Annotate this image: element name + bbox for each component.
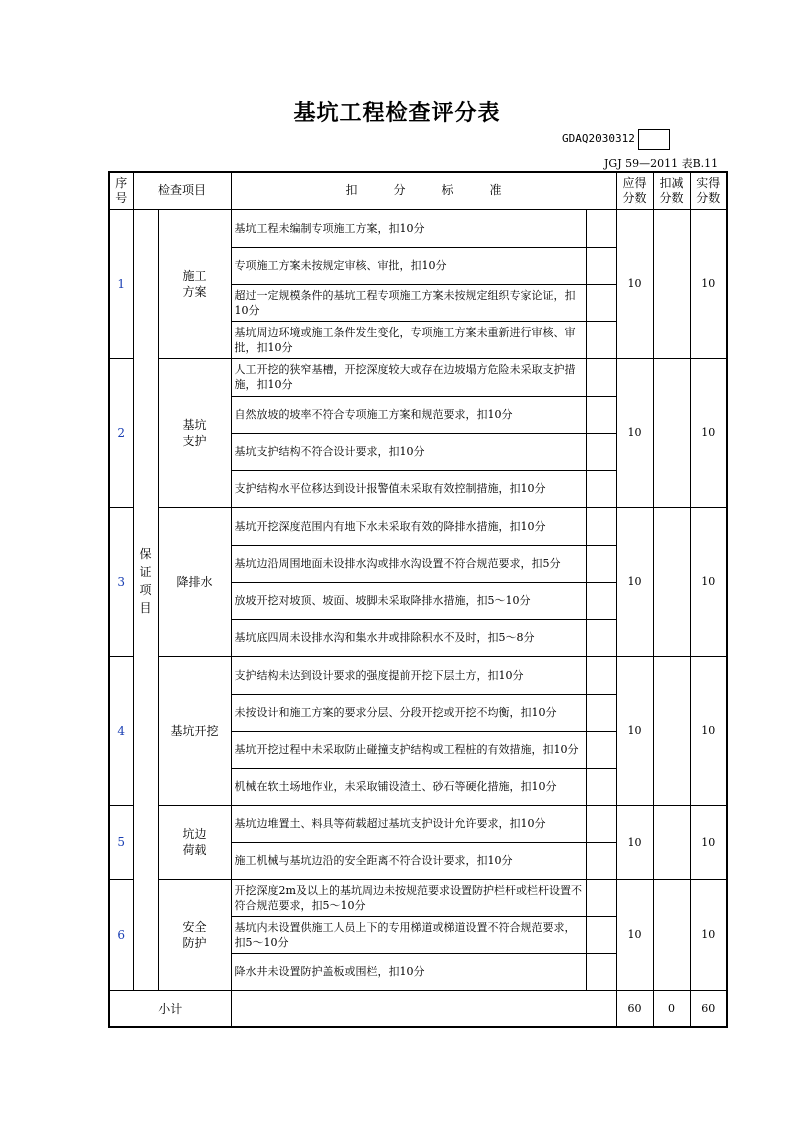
criteria-deduct-blank [586,247,616,284]
header-due-score: 应得 分数 [616,172,653,209]
subtotal-row [109,990,727,1027]
group-label-char: 项 [139,582,152,597]
subtotal-deduct-score: 0 [653,990,690,1027]
item-actual-score: 10 [690,879,727,990]
item-deduct-score [653,879,690,990]
criteria-text: 基坑开挖深度范围内有地下水未采取有效的降排水措施，扣10分 [231,507,586,545]
criteria-text: 专项施工方案未按规定审核、审批，扣10分 [231,247,586,284]
header-row [109,172,727,209]
criteria-text: 基坑底四周未设排水沟和集水井或排除积水不及时，扣5～8分 [231,619,586,656]
criteria-deduct-blank [586,507,616,545]
criteria-deduct-blank [586,619,616,656]
group-label-char: 保 [139,546,152,561]
criteria-text: 基坑内未设置供施工人员上下的专用梯道或梯道设置不符合规范要求，扣5～10分 [231,916,586,953]
criteria-deduct-blank [586,582,616,619]
subtotal-actual-score: 60 [690,990,727,1027]
item-deduct-score [653,209,690,358]
item-name [158,507,231,656]
item-actual-score: 10 [690,507,727,656]
criteria-text: 基坑开挖过程中未采取防止碰撞支护结构或工程桩的有效措施，扣10分 [231,731,586,768]
item-name-line: 荷载 [182,843,207,857]
criteria-text: 未按设计和施工方案的要求分层、分段开挖或开挖不均衡，扣10分 [231,694,586,731]
form-code: GDAQ2030312 [562,132,635,145]
header-seq: 序 号 [109,172,133,209]
item-name-line: 基坑 [182,417,207,432]
item-due-score: 10 [616,656,653,805]
item-actual-score: 10 [690,209,727,358]
criteria-deduct-blank [586,879,616,916]
criteria-deduct-blank [586,805,616,842]
criteria-text: 机械在软土场地作业，未采取铺设渣土、砂石等硬化措施，扣10分 [231,768,586,805]
criteria-deduct-blank [586,842,616,879]
criteria-deduct-blank [586,731,616,768]
item-name-line: 防护 [182,935,207,950]
inspection-score-table [108,171,728,1028]
form-code-box [638,129,670,150]
item-actual-score: 10 [690,805,727,879]
header-deduct-score: 扣减 分数 [653,172,690,209]
item-seq: 3 [109,507,133,656]
item-seq: 2 [109,358,133,507]
item-name-line: 降排水 [176,574,213,589]
item-due-score: 10 [616,358,653,507]
criteria-row [109,656,727,694]
criteria-text: 基坑支护结构不符合设计要求，扣10分 [231,433,586,470]
item-deduct-score [653,656,690,805]
item-due-score: 10 [616,805,653,879]
group-label-char: 目 [139,600,152,615]
criteria-deduct-blank [586,209,616,247]
criteria-deduct-blank [586,916,616,953]
criteria-row [109,805,727,842]
criteria-text: 降水井未设置防护盖板或围栏，扣10分 [231,953,586,990]
subtotal-due-score: 60 [616,990,653,1027]
criteria-deduct-blank [586,321,616,358]
item-due-score: 10 [616,209,653,358]
item-seq: 6 [109,879,133,990]
item-name-line: 安全 [182,919,207,934]
item-actual-score: 10 [690,656,727,805]
item-actual-score: 10 [690,358,727,507]
item-deduct-score [653,805,690,879]
header-item: 检查项目 [133,172,231,209]
header-criteria: 扣 分 标 准 [231,172,616,209]
item-seq: 4 [109,656,133,805]
criteria-row [109,879,727,916]
criteria-text: 施工机械与基坑边沿的安全距离不符合设计要求，扣10分 [231,842,586,879]
criteria-row [109,507,727,545]
item-seq: 1 [109,209,133,358]
item-name-line: 施工 [182,268,207,283]
item-name [158,209,231,358]
criteria-row [109,209,727,247]
criteria-deduct-blank [586,768,616,805]
item-due-score: 10 [616,879,653,990]
item-deduct-score [653,507,690,656]
criteria-deduct-blank [586,284,616,321]
criteria-text: 自然放坡的坡率不符合专项施工方案和规范要求，扣10分 [231,396,586,433]
criteria-deduct-blank [586,358,616,396]
subtotal-criteria-blank [231,990,616,1027]
criteria-text: 支护结构未达到设计要求的强度提前开挖下层土方，扣10分 [231,656,586,694]
criteria-text: 基坑工程未编制专项施工方案，扣10分 [231,209,586,247]
group-label-guarantee-items [133,209,158,990]
criteria-text: 支护结构水平位移达到设计报警值未采取有效控制措施，扣10分 [231,470,586,507]
item-name-line: 坑边 [182,827,207,841]
criteria-deduct-blank [586,953,616,990]
item-deduct-score [653,358,690,507]
criteria-text: 超过一定规模条件的基坑工程专项施工方案未按规定组织专家论证，扣10分 [231,284,586,321]
item-name-line: 基坑开挖 [170,723,219,738]
criteria-deduct-blank [586,396,616,433]
criteria-deduct-blank [586,545,616,582]
form-title: 基坑工程检查评分表 [293,101,501,126]
criteria-text: 基坑周边环境或施工条件发生变化，专项施工方案未重新进行审核、审批，扣10分 [231,321,586,358]
criteria-text: 放坡开挖对坡顶、坡面、坡脚未采取降排水措施，扣5～10分 [231,582,586,619]
item-due-score: 10 [616,507,653,656]
item-name-line: 支护 [182,433,207,448]
criteria-row [109,358,727,396]
group-label-char: 证 [139,564,152,579]
criteria-deduct-blank [586,470,616,507]
item-name [158,656,231,805]
criteria-text: 基坑边沿周围地面未设排水沟或排水沟设置不符合规范要求，扣5分 [231,545,586,582]
item-name [158,879,231,990]
item-name [158,358,231,507]
item-seq: 5 [109,805,133,879]
item-name [158,805,231,879]
item-name-line: 方案 [182,284,207,299]
criteria-deduct-blank [586,656,616,694]
standard-reference: JGJ 59—2011 表B.11 [604,157,719,170]
subtotal-label: 小计 [109,990,231,1027]
header-actual-score: 实得 分数 [690,172,727,209]
criteria-text: 人工开挖的狭窄基槽，开挖深度较大或存在边坡塌方危险未采取支护措施，扣10分 [231,358,586,396]
criteria-text: 基坑边堆置土、料具等荷载超过基坑支护设计允许要求，扣10分 [231,805,586,842]
criteria-deduct-blank [586,694,616,731]
criteria-deduct-blank [586,433,616,470]
criteria-text: 开挖深度2m及以上的基坑周边未按规范要求设置防护栏杆或栏杆设置不符合规范要求，扣5～10分 [231,879,586,916]
